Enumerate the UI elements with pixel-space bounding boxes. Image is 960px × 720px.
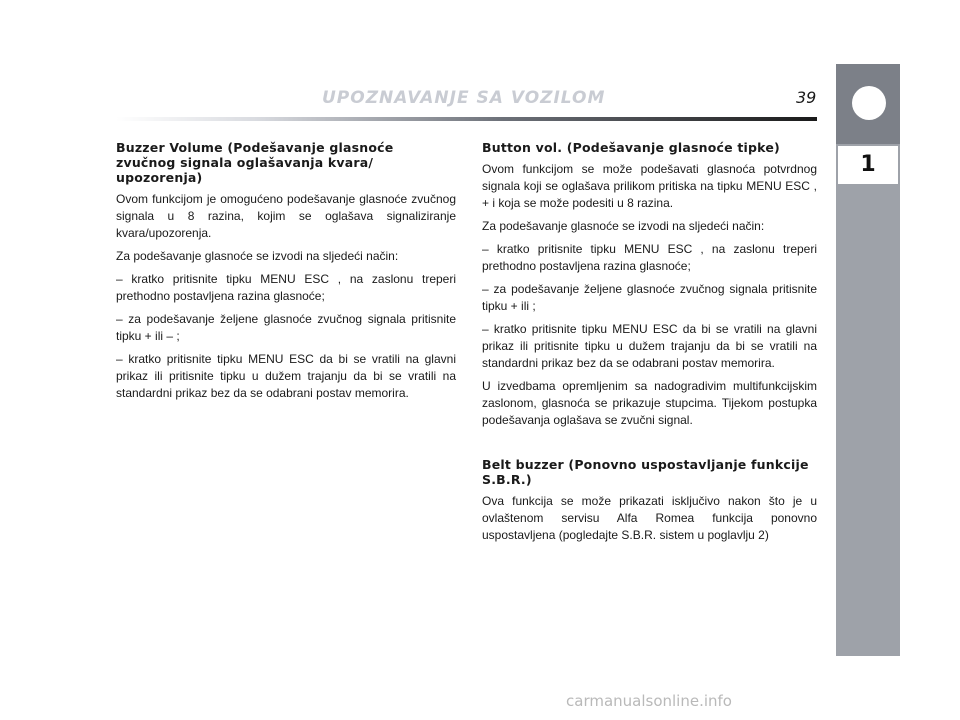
list-item: – kratko pritisnite tipku MENU ESC , na zaslonu treperi prethodno postavljena razina glasnoće; (116, 272, 456, 303)
section-heading-button-vol: Button vol. (Podešavanje glasnoće tipke) (482, 140, 780, 155)
page-number: 39 (796, 88, 817, 107)
header-rule (116, 117, 817, 121)
section-heading-buzzer-volume: Buzzer Volume (Podešavanje glasnoće zvučnog signala oglašavanja kvara/ upozorenja) (116, 140, 394, 185)
list-item: – kratko pritisnite tipku MENU ESC da bi se vratili na glavni prikaz ili pritisnite tipku u dužem trajanju da bi se vratili na standardni prikaz bez da se odabrani postav memorira. (482, 322, 817, 370)
paragraph: Ovom funkcijom je omogućeno podešavanje glasnoće zvučnog signala u 8 razina, kojim se oglašava signaliziranje kvara/upozorenja. (116, 192, 456, 240)
page-header-title: UPOZNAVANJE SA VOZILOM (322, 88, 606, 108)
paragraph: Za podešavanje glasnoće se izvodi na sljedeći način: (116, 249, 399, 263)
chapter-circle-icon (852, 86, 886, 120)
list-item: – kratko pritisnite tipku MENU ESC da bi se vratili na glavni prikaz ili pritisnite tipku u dužem trajanju da bi se vratili na standardni prikaz bez da se odabrani postav memorira. (116, 352, 456, 400)
paragraph: U izvedbama opremljenim sa nadogradivim multifunkcijskim zaslonom, glasnoća se prikazuje stupcima. Tijekom postupka podešavanja oglašava se zvučni signal. (482, 379, 817, 427)
left-column (116, 140, 456, 408)
paragraph: Ovom funkcijom se može podešavati glasnoća potvrdnog signala koji se oglašava prilikom pritiska na tipku MENU ESC , + i koja se može podesiti u 8 razina. (482, 162, 817, 210)
chapter-number: 1 (838, 146, 898, 184)
paragraph: Ova funkcija se može prikazati isključivo nakon što je u ovlaštenom servisu Alfa Romea funkcija ponovno uspostavljena (pogledajte S.B.R. sistem u poglavlju 2) (482, 494, 817, 542)
list-item: – za podešavanje željene glasnoće zvučnog signala pritisnite tipku + ili ; (482, 282, 817, 313)
list-item: – za podešavanje željene glasnoće zvučnog signala pritisnite tipku + ili – ; (116, 312, 456, 343)
list-item: – kratko pritisnite tipku MENU ESC , na zaslonu treperi prethodno postavljena razina glasnoće; (482, 242, 817, 273)
right-column (482, 140, 817, 550)
paragraph: Za podešavanje glasnoće se izvodi na sljedeći način: (482, 219, 765, 233)
watermark-text: carmanualsonline.info (566, 692, 732, 710)
section-heading-belt-buzzer: Belt buzzer (Ponovno uspostavljanje funkcije S.B.R.) (482, 457, 809, 487)
